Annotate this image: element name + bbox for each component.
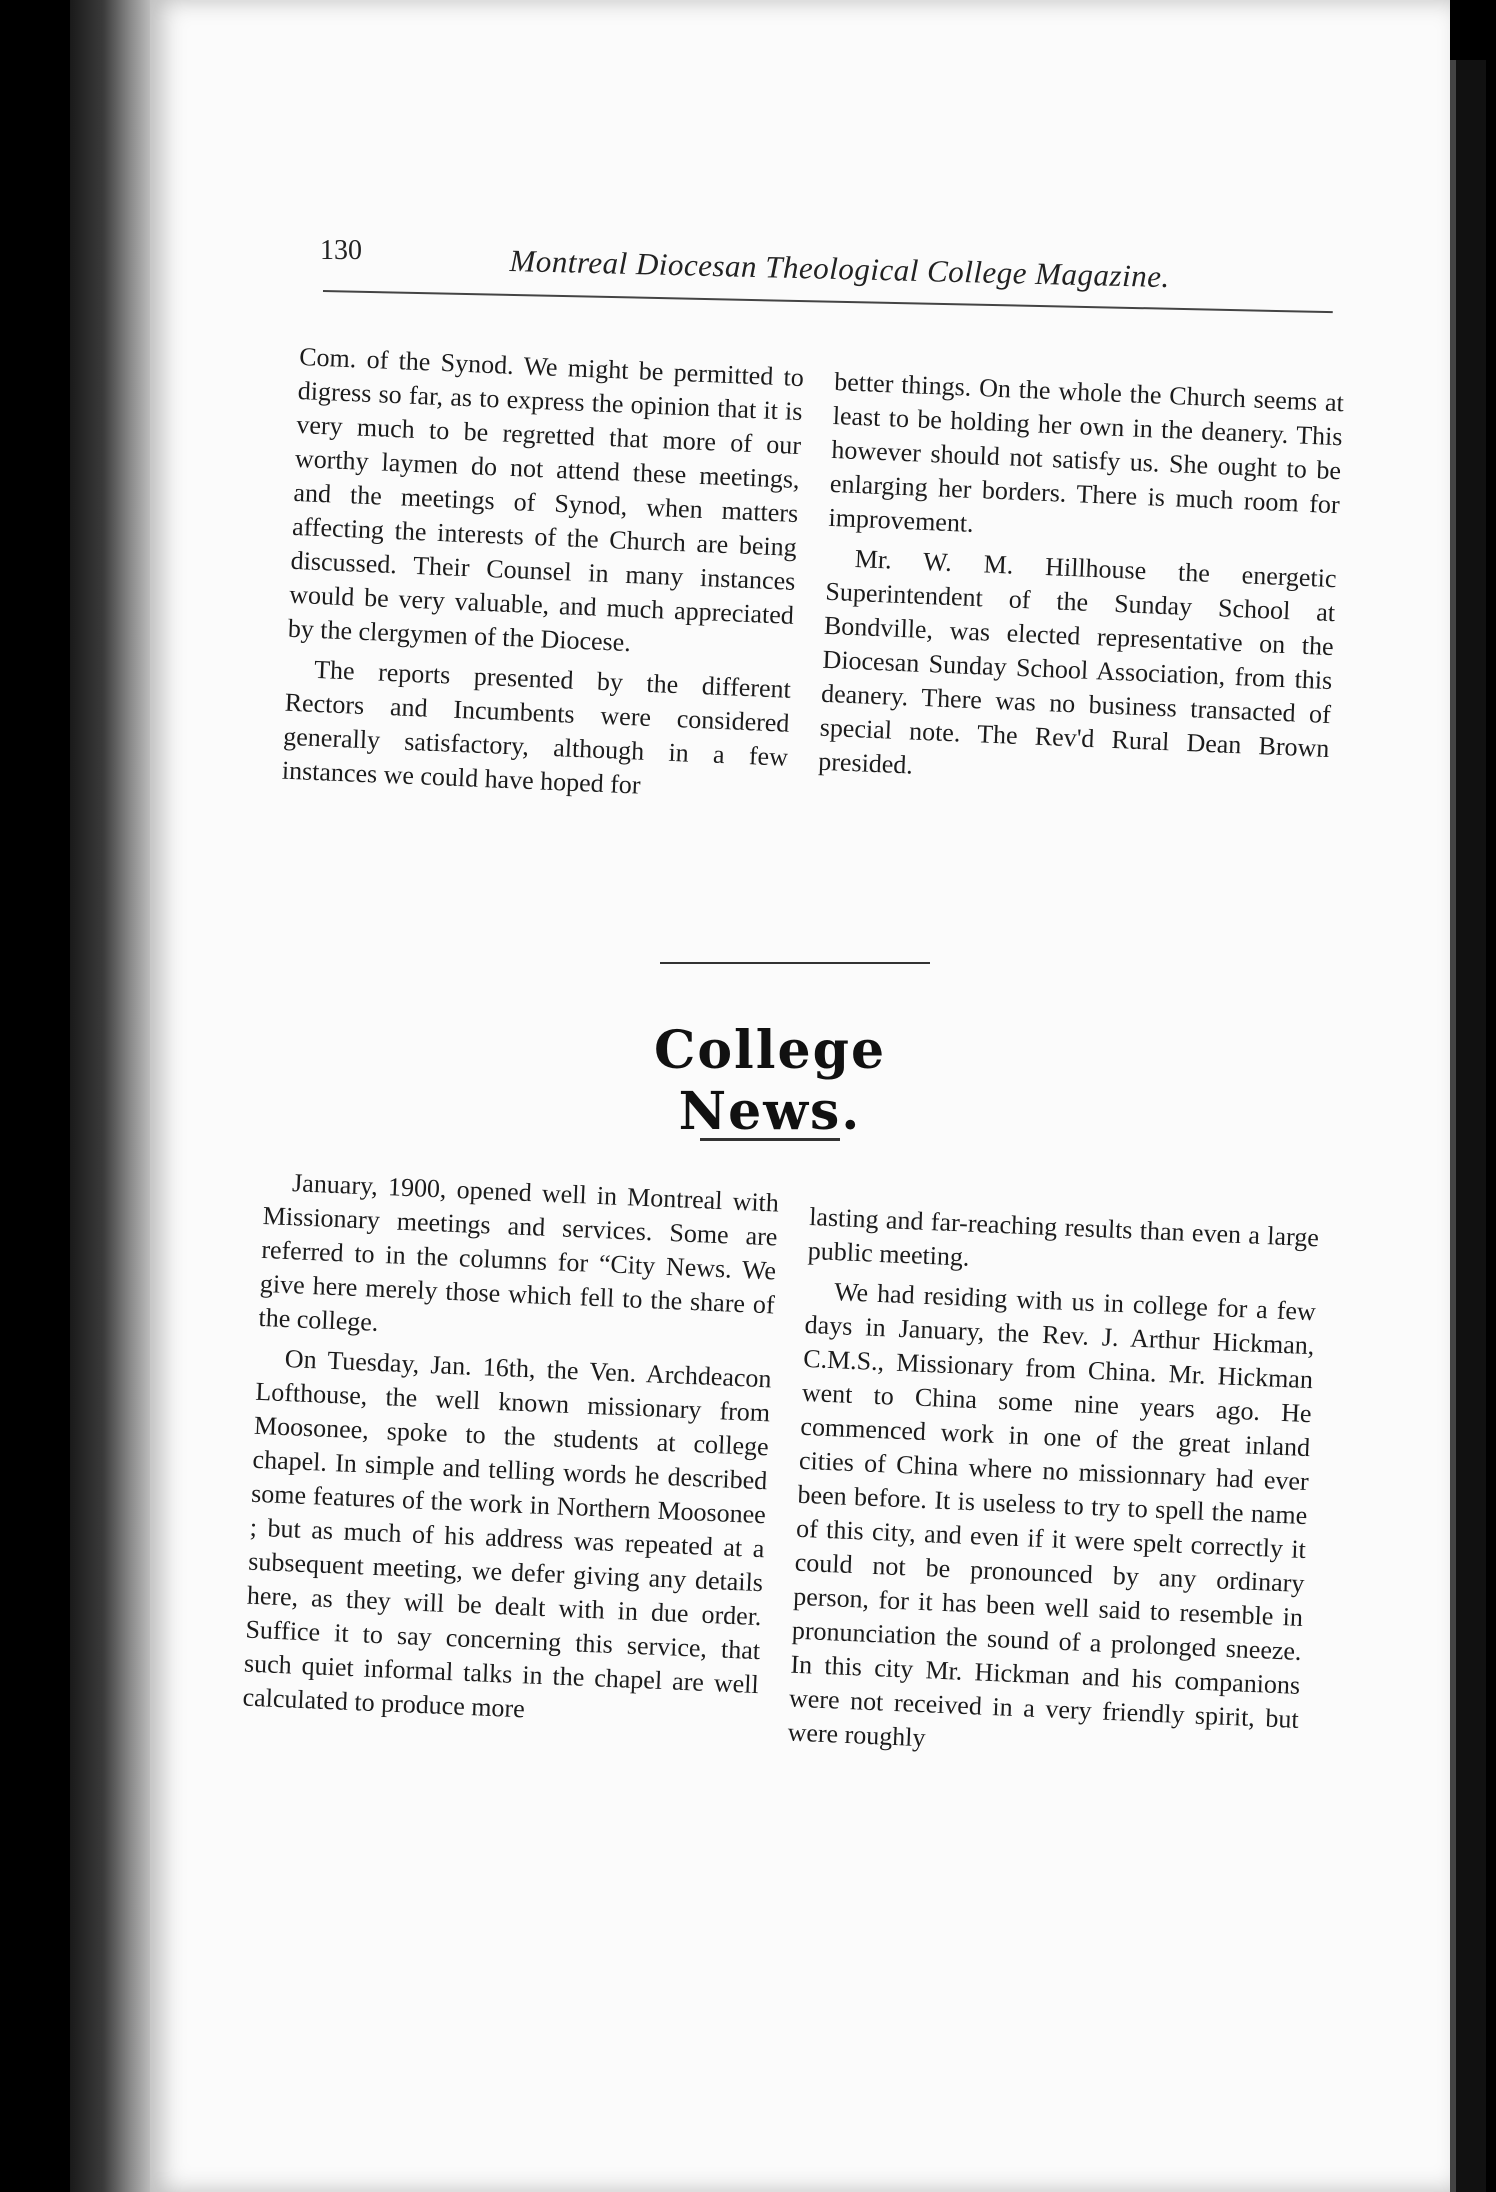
top-left-column: [281, 340, 805, 815]
paragraph: Com. of the Synod. We might be permitted to digress so far, as to express the opinion that it is very much to be regretted that more of our worthy laymen do not attend these meetings, and the meetings of Synod, when matters affecting the interests of the Church are being discussed. Their Counsel in many instances would be very valuable, and much appreciated by the clergymen of the Diocese.: [287, 341, 805, 658]
paragraph: The reports presented by the different Rectors and Incumbents were considered generally satisfactory, although in a few instances we could have hoped for: [281, 654, 792, 800]
bottom-left-column: [242, 1165, 780, 1742]
running-title: Montreal Diocesan Theological College Magazine.: [509, 243, 1171, 295]
page-number: 130: [320, 235, 362, 266]
section-title: College News.: [653, 1020, 887, 1142]
title-rule: [700, 1138, 840, 1141]
paragraph: On Tuesday, Jan. 16th, the Ven. Archdeacon Lofthouse, the well known missionary from Moosonee, spoke to the students at college chapel. In simple and telling words he described some features of the work in Northern Moosonee ; but as much of his address was repeated at a subsequent meeting, we defer giving any details here, as they will be dealt with in due order. Suffice it to say concerning this service, that such quiet informal talks in the chapel are well calculated to produce more: [242, 1344, 773, 1724]
section-divider: [660, 962, 930, 964]
top-right-column: [817, 365, 1344, 806]
facing-page-edge: [1450, 60, 1486, 2192]
paragraph: We had residing with us in college for a few days in January, the Rev. J. Arthur Hickman, C.M.S., Missionary from China. Mr. Hickman went to China some nine years ago. He commenced work in one of the great inland cities of China where no missionnary had ever been before. It is useless to try to spell the name of this city, and even if it were spelt correctly it could not be pronounced by any ordinary person, for it has been well said to resemble in pronunciation the sound of a prolonged sneeze. In this city Mr. Hickman and his companions were not received in a very friendly spirit, but were roughly: [787, 1277, 1317, 1753]
paragraph: January, 1900, opened well in Montreal with Missionary meetings and services. Some are referred to in the columns for “City News. We give here merely those which fell to the share of the college.: [258, 1168, 780, 1337]
paragraph: Mr. W. M. Hillhouse the energetic Superintendent of the Sunday School at Bondville, was elected representative on the Diocesan Sunday School Association, from this deanery. There was no business transacted of special note. The Rev'd Rural Dean Brown presided.: [817, 544, 1338, 780]
paragraph: better things. On the whole the Church seems at least to be holding her own in the deanery. This however should not satisfy us. She ought to be enlarging her borders. There is much room for improvement.: [828, 366, 1345, 538]
paragraph: lasting and far-reaching results than even a large public meeting.: [807, 1201, 1320, 1272]
bottom-right-column: [787, 1200, 1320, 1777]
